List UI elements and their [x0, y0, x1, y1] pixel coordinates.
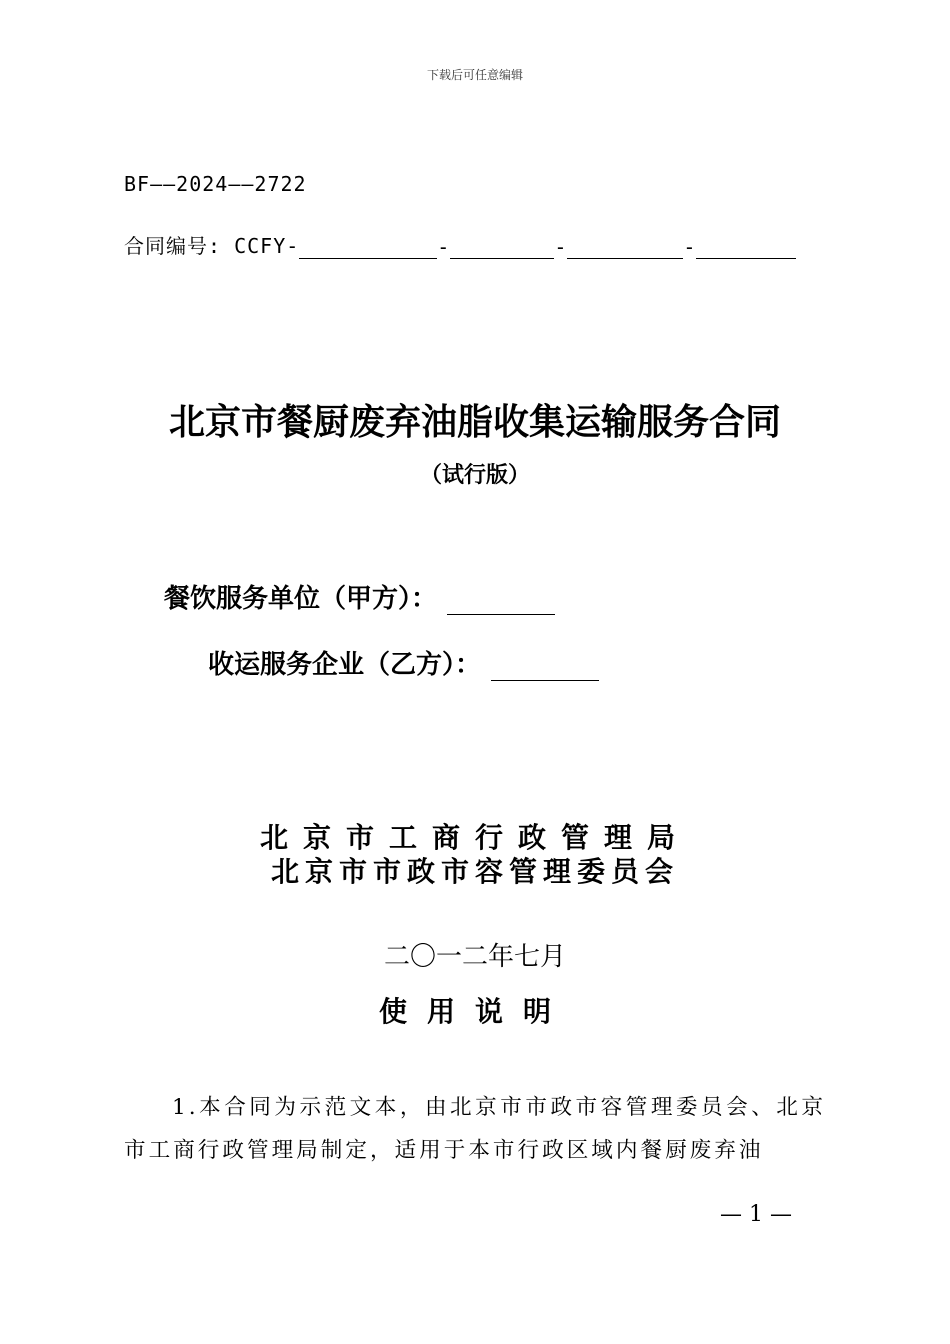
issue-date: 二〇一二年七月 [383, 942, 566, 972]
party-a-line [164, 578, 555, 615]
contract-number-blank-3[interactable] [567, 236, 683, 259]
document-subtitle: （试行版） [419, 463, 530, 488]
usage-paragraph: 1.本合同为示范文本，由北京市市政市容管理委员会、北京市工商行政管理局制定，适用于本市行政区域内餐厨废弃油 [124, 1095, 826, 1163]
contract-number-blank-2[interactable] [450, 236, 554, 259]
party-b-blank[interactable] [491, 650, 599, 681]
party-b-line [208, 644, 599, 681]
usage-instructions-heading: 使用说明 [378, 995, 571, 1028]
party-a-label: 餐饮服务单位（甲方）： [164, 584, 438, 614]
document-title: 北京市餐厨废弃油脂收集运输服务合同 [168, 402, 781, 443]
contract-number-separator: - [554, 235, 568, 259]
issuer-name: 北京市工商行政管理局 [259, 821, 690, 854]
contract-number-line [124, 230, 796, 259]
issuer-name: 北京市市政市容管理委员会 [270, 855, 679, 888]
contract-number-label: 合同编号: CCFY- [124, 234, 300, 258]
contract-number-blank-1[interactable] [299, 236, 437, 259]
party-a-blank[interactable] [447, 584, 555, 615]
document-code: BF——2024——2722 [124, 172, 307, 196]
header-note: 下载后可任意编辑 [426, 68, 523, 82]
contract-number-blank-4[interactable] [696, 236, 796, 259]
contract-number-separator: - [683, 235, 697, 259]
party-b-label: 收运服务企业（乙方）： [208, 650, 482, 680]
contract-number-separator: - [437, 235, 451, 259]
page-number: — 1 — [720, 1202, 792, 1227]
